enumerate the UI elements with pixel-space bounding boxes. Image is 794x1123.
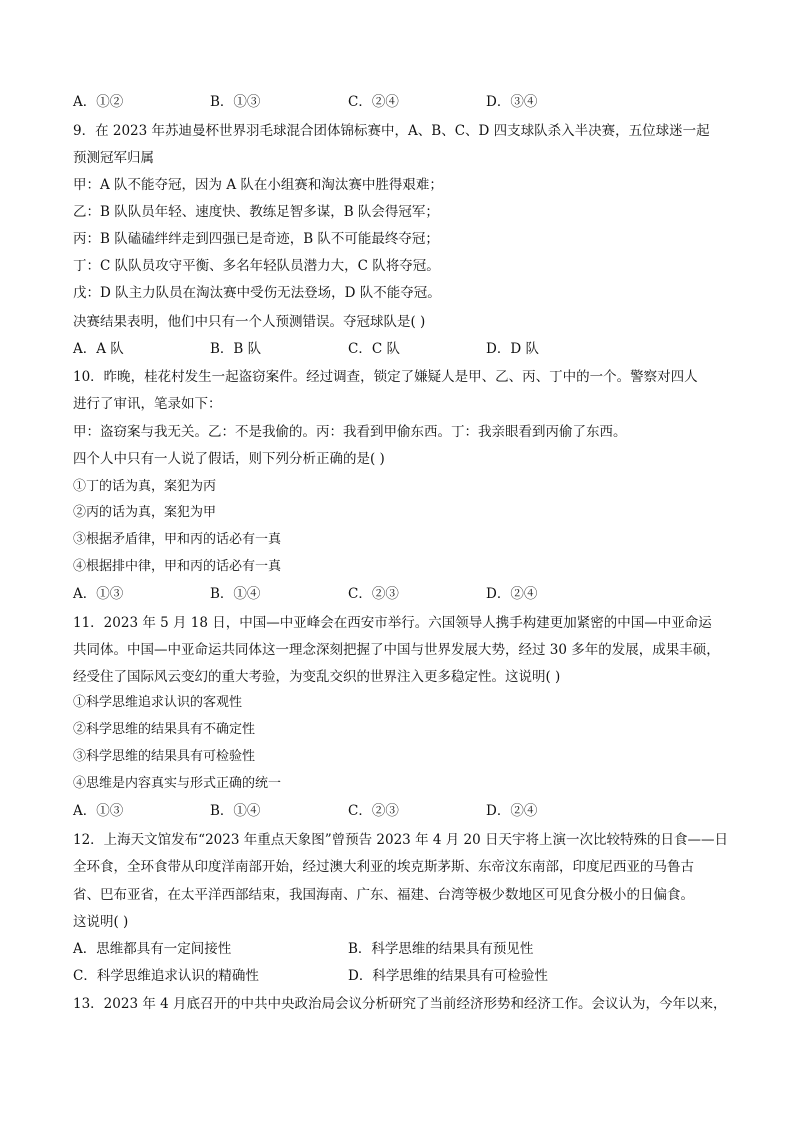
- q10-option-d: D．②④: [486, 586, 538, 602]
- q11-statement-3: ③科学思维的结果具有可检验性: [73, 749, 256, 764]
- q9-option-c: C．C 队: [348, 341, 400, 357]
- q8-option-a: A．①②: [73, 94, 124, 110]
- q8-option-b: B．①③: [210, 94, 261, 110]
- q12-option-d: D．科学思维的结果具有可检验性: [348, 968, 548, 984]
- q8-options: [73, 92, 733, 112]
- q9-stem-line-2: 预测冠军归属: [73, 150, 154, 166]
- q12-option-b: B．科学思维的结果具有预见性: [348, 941, 534, 957]
- q11-option-b: B．①④: [210, 803, 261, 819]
- q9-prediction-yi: 乙：B 队队员年轻、速度快、教练足智多谋，B 队会得冠军；: [73, 204, 439, 220]
- q11-statement-4: ④思维是内容真实与形式正确的统一: [73, 776, 282, 791]
- q11-option-c: C．②③: [348, 803, 399, 819]
- q9-option-b: B．B 队: [210, 341, 262, 357]
- q10-record: 甲：盗窃案与我无关。乙：不是我偷的。丙：我看到甲偷东西。丁：我亲眼看到丙偷了东西。: [73, 424, 627, 440]
- q9-option-a: A．A 队: [73, 341, 124, 357]
- q9-prediction-bing: 丙：B 队磕磕绊绊走到四强已是奇迹，B 队不可能最终夺冠；: [73, 231, 439, 247]
- q10-option-c: C．②③: [348, 586, 399, 602]
- q10-option-b: B．①④: [210, 586, 261, 602]
- q12-option-a: A．思维都具有一定间接性: [73, 941, 232, 957]
- q10-statement-3: ③根据矛盾律，甲和丙的话必有一真: [73, 532, 282, 547]
- q10-statement-2: ②丙的话为真，案犯为甲: [73, 505, 217, 520]
- q13-stem-line-1: 13．2023 年 4 月底召开的中共中央政治局会议分析研究了当前经济形势和经济工作。会议认为，今年以来，: [73, 996, 727, 1012]
- q11-option-d: D．②④: [486, 803, 538, 819]
- q12-stem-line-2: 全环食，全环食带从印度洋南部开始，经过澳大利亚的埃克斯茅斯、东帝汶东南部，印度尼西亚的马鲁古: [73, 859, 694, 875]
- q11-statement-2: ②科学思维的结果具有不确定性: [73, 722, 256, 737]
- q10-stem-line-2: 进行了审讯，笔录如下：: [73, 396, 222, 412]
- q9-prediction-jia: 甲：A 队不能夺冠，因为 A 队在小组赛和淘汰赛中胜得艰难；: [73, 177, 443, 193]
- q11-stem-line-3: 经受住了国际风云变幻的重大考验，为变乱交织的世界注入更多稳定性。这说明( ): [73, 669, 561, 685]
- q9-question: 决赛结果表明，他们中只有一个人预测错误。夺冠球队是( ): [73, 314, 426, 330]
- q8-option-d: D．③④: [486, 94, 538, 110]
- q10-option-a: A．①③: [73, 586, 124, 602]
- q12-stem-line-1: 12．上海天文馆发布“2023 年重点天象图”曾预告 2023 年 4 月 20 日天宇将上演一次比较特殊的日食——日: [73, 832, 728, 848]
- q9-options: [73, 339, 733, 359]
- q9-prediction-wu: 戊：D 队主力队员在淘汰赛中受伤无法登场，D 队不能夺冠。: [73, 285, 441, 301]
- q9-option-d: D．D 队: [486, 341, 539, 357]
- q10-statement-4: ④根据排中律，甲和丙的话必有一真: [73, 559, 282, 574]
- q12-stem-line-4: 这说明( ): [73, 914, 129, 930]
- q11-statement-1: ①科学思维追求认识的客观性: [73, 695, 243, 710]
- q10-statement-1: ①丁的话为真，案犯为丙: [73, 479, 217, 494]
- q11-stem-line-1: 11．2023 年 5 月 18 日，中国—中亚峰会在西安市举行。六国领导人携手构建更加紧密的中国—中亚命运: [73, 615, 712, 631]
- q12-options-row-2: [73, 966, 733, 986]
- q9-prediction-ding: 丁：C 队队员攻守平衡、多名年轻队员潜力大，C 队将夺冠。: [73, 258, 440, 274]
- q11-stem-line-2: 共同体。中国—中亚命运共同体这一理念深刻把握了中国与世界发展大势，经过 30 多年的发展，成果丰硕，: [73, 642, 720, 658]
- q12-stem-line-3: 省、巴布亚省，在太平洋西部结束，我国海南、广东、福建、台湾等极少数地区可见食分极小的日偏食。: [73, 887, 694, 903]
- q8-option-c: C．②④: [348, 94, 399, 110]
- q11-options: [73, 801, 733, 821]
- q11-option-a: A．①③: [73, 803, 124, 819]
- q12-options-row-1: [73, 939, 733, 959]
- q10-question: 四个人中只有一人说了假话，则下列分析正确的是( ): [73, 451, 385, 467]
- q10-stem-line-1: 10．昨晚，桂花村发生一起盗窃案件。经过调查，锁定了嫌疑人是甲、乙、丙、丁中的一个。警察对四人: [73, 369, 698, 385]
- q12-option-c: C．科学思维追求认识的精确性: [73, 968, 259, 984]
- q10-options: [73, 584, 733, 604]
- q9-stem-line-1: 9．在 2023 年苏迪曼杯世界羽毛球混合团体锦标赛中，A、B、C、D 四支球队杀入半决赛，五位球迷一起: [73, 123, 710, 139]
